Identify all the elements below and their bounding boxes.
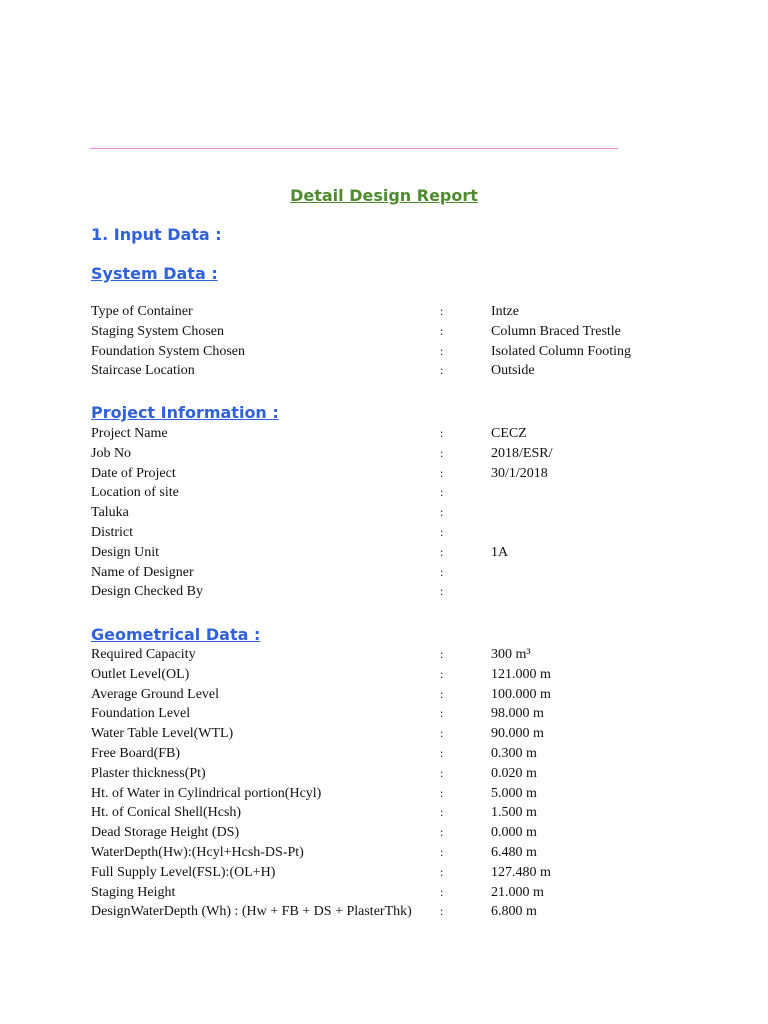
field-label: District	[91, 524, 133, 540]
field-label: Date of Project	[91, 465, 176, 481]
table-row	[0, 523, 768, 543]
table-row	[0, 803, 768, 823]
field-value: 30/1/2018	[491, 465, 548, 481]
field-label: Free Board(FB)	[91, 745, 181, 761]
table-row	[0, 843, 768, 863]
field-separator: :	[440, 485, 444, 500]
field-separator: :	[440, 726, 444, 741]
field-separator: :	[440, 564, 444, 579]
field-label: Name of Designer	[91, 564, 194, 580]
field-label: Foundation Level	[91, 706, 191, 722]
field-separator: :	[440, 544, 444, 559]
field-value: 127.480 m	[491, 864, 551, 880]
table-row	[0, 503, 768, 523]
field-label: Required Capacity	[91, 647, 196, 662]
system-data-heading: System Data :	[91, 264, 218, 283]
field-separator: :	[440, 884, 444, 899]
table-row	[0, 322, 768, 342]
field-value: 0.300 m	[491, 745, 537, 761]
table-row	[0, 483, 768, 503]
field-label: Staging System Chosen	[91, 323, 225, 339]
field-separator: :	[440, 363, 444, 378]
field-value: 98.000 m	[491, 706, 544, 722]
field-separator: :	[440, 647, 444, 661]
field-label: Design Unit	[91, 544, 160, 560]
field-label: Full Supply Level(FSL):(OL+H)	[91, 864, 276, 880]
field-separator: :	[440, 825, 444, 840]
table-row	[0, 863, 768, 883]
field-value: 300 m³	[491, 647, 531, 662]
table-row	[0, 902, 768, 922]
field-value: Outside	[491, 363, 535, 379]
field-separator: :	[440, 323, 444, 338]
table-row	[0, 302, 768, 322]
field-value: 90.000 m	[491, 726, 544, 742]
table-row	[0, 764, 768, 784]
field-label: Average Ground Level	[91, 686, 220, 702]
field-value: 0.020 m	[491, 765, 537, 781]
field-value: 6.800 m	[491, 904, 537, 920]
field-value: Column Braced Trestle	[491, 323, 621, 339]
field-separator: :	[440, 864, 444, 879]
field-label: Design Checked By	[91, 584, 203, 600]
field-separator: :	[440, 686, 444, 701]
field-separator: :	[440, 805, 444, 820]
project-information-heading: Project Information :	[91, 403, 279, 422]
field-value: 5.000 m	[491, 785, 537, 801]
geometrical-data-table	[0, 645, 768, 922]
field-label: Taluka	[91, 505, 129, 521]
field-value: 6.480 m	[491, 844, 537, 860]
field-label: Location of site	[91, 485, 179, 501]
field-separator: :	[440, 666, 444, 681]
field-separator: :	[440, 765, 444, 780]
table-row	[0, 563, 768, 583]
table-row	[0, 744, 768, 764]
table-row	[0, 665, 768, 685]
field-separator: :	[440, 524, 444, 539]
field-separator: :	[440, 343, 444, 358]
field-separator: :	[440, 785, 444, 800]
table-row	[0, 645, 768, 665]
field-separator: :	[440, 465, 444, 480]
field-value: Intze	[491, 304, 519, 319]
field-separator: :	[440, 745, 444, 760]
input-data-heading: 1. Input Data :	[91, 225, 222, 244]
field-label: Foundation System Chosen	[91, 343, 246, 359]
field-label: Plaster thickness(Pt)	[91, 765, 206, 781]
report-title: Detail Design Report	[290, 186, 478, 205]
field-label: WaterDepth(Hw):(Hcyl+Hcsh-DS-Pt)	[91, 844, 304, 860]
table-row	[0, 464, 768, 484]
field-label: Project Name	[91, 426, 168, 441]
field-value: 1A	[491, 544, 509, 560]
table-row	[0, 361, 768, 381]
field-value: Isolated Column Footing	[491, 343, 631, 359]
field-separator: :	[440, 304, 444, 318]
field-value: 21.000 m	[491, 884, 544, 900]
field-value: 100.000 m	[491, 686, 551, 702]
field-value: CECZ	[491, 426, 527, 441]
field-separator: :	[440, 904, 444, 919]
field-label: Ht. of Water in Cylindrical portion(Hcyl)	[91, 785, 322, 801]
system-data-table	[0, 302, 768, 381]
field-label: Staging Height	[91, 884, 176, 900]
field-separator: :	[440, 584, 444, 599]
field-separator: :	[440, 426, 444, 440]
geometrical-data-heading: Geometrical Data :	[91, 625, 261, 644]
project-information-table	[0, 424, 768, 602]
table-row	[0, 444, 768, 464]
field-label: Job No	[91, 445, 132, 461]
field-label: Type of Container	[91, 304, 193, 319]
field-label: Outlet Level(OL)	[91, 666, 190, 682]
table-row	[0, 784, 768, 804]
table-row	[0, 724, 768, 744]
field-value: 2018/ESR/	[491, 445, 553, 461]
field-label: Ht. of Conical Shell(Hcsh)	[91, 805, 242, 821]
table-row	[0, 342, 768, 362]
field-separator: :	[440, 706, 444, 721]
field-value: 1.500 m	[491, 805, 537, 821]
table-row	[0, 823, 768, 843]
table-row	[0, 883, 768, 903]
table-row	[0, 424, 768, 444]
field-label: Water Table Level(WTL)	[91, 726, 234, 742]
table-row	[0, 685, 768, 705]
field-label: DesignWaterDepth (Wh) : (Hw + FB + DS + PlasterThk)	[91, 904, 412, 920]
field-label: Staircase Location	[91, 363, 195, 379]
header-divider	[90, 148, 618, 149]
field-separator: :	[440, 844, 444, 859]
table-row	[0, 582, 768, 602]
field-separator: :	[440, 445, 444, 460]
field-value: 0.000 m	[491, 825, 537, 841]
field-separator: :	[440, 505, 444, 520]
field-value: 121.000 m	[491, 666, 551, 682]
table-row	[0, 704, 768, 724]
table-row	[0, 543, 768, 563]
field-label: Dead Storage Height (DS)	[91, 825, 240, 841]
